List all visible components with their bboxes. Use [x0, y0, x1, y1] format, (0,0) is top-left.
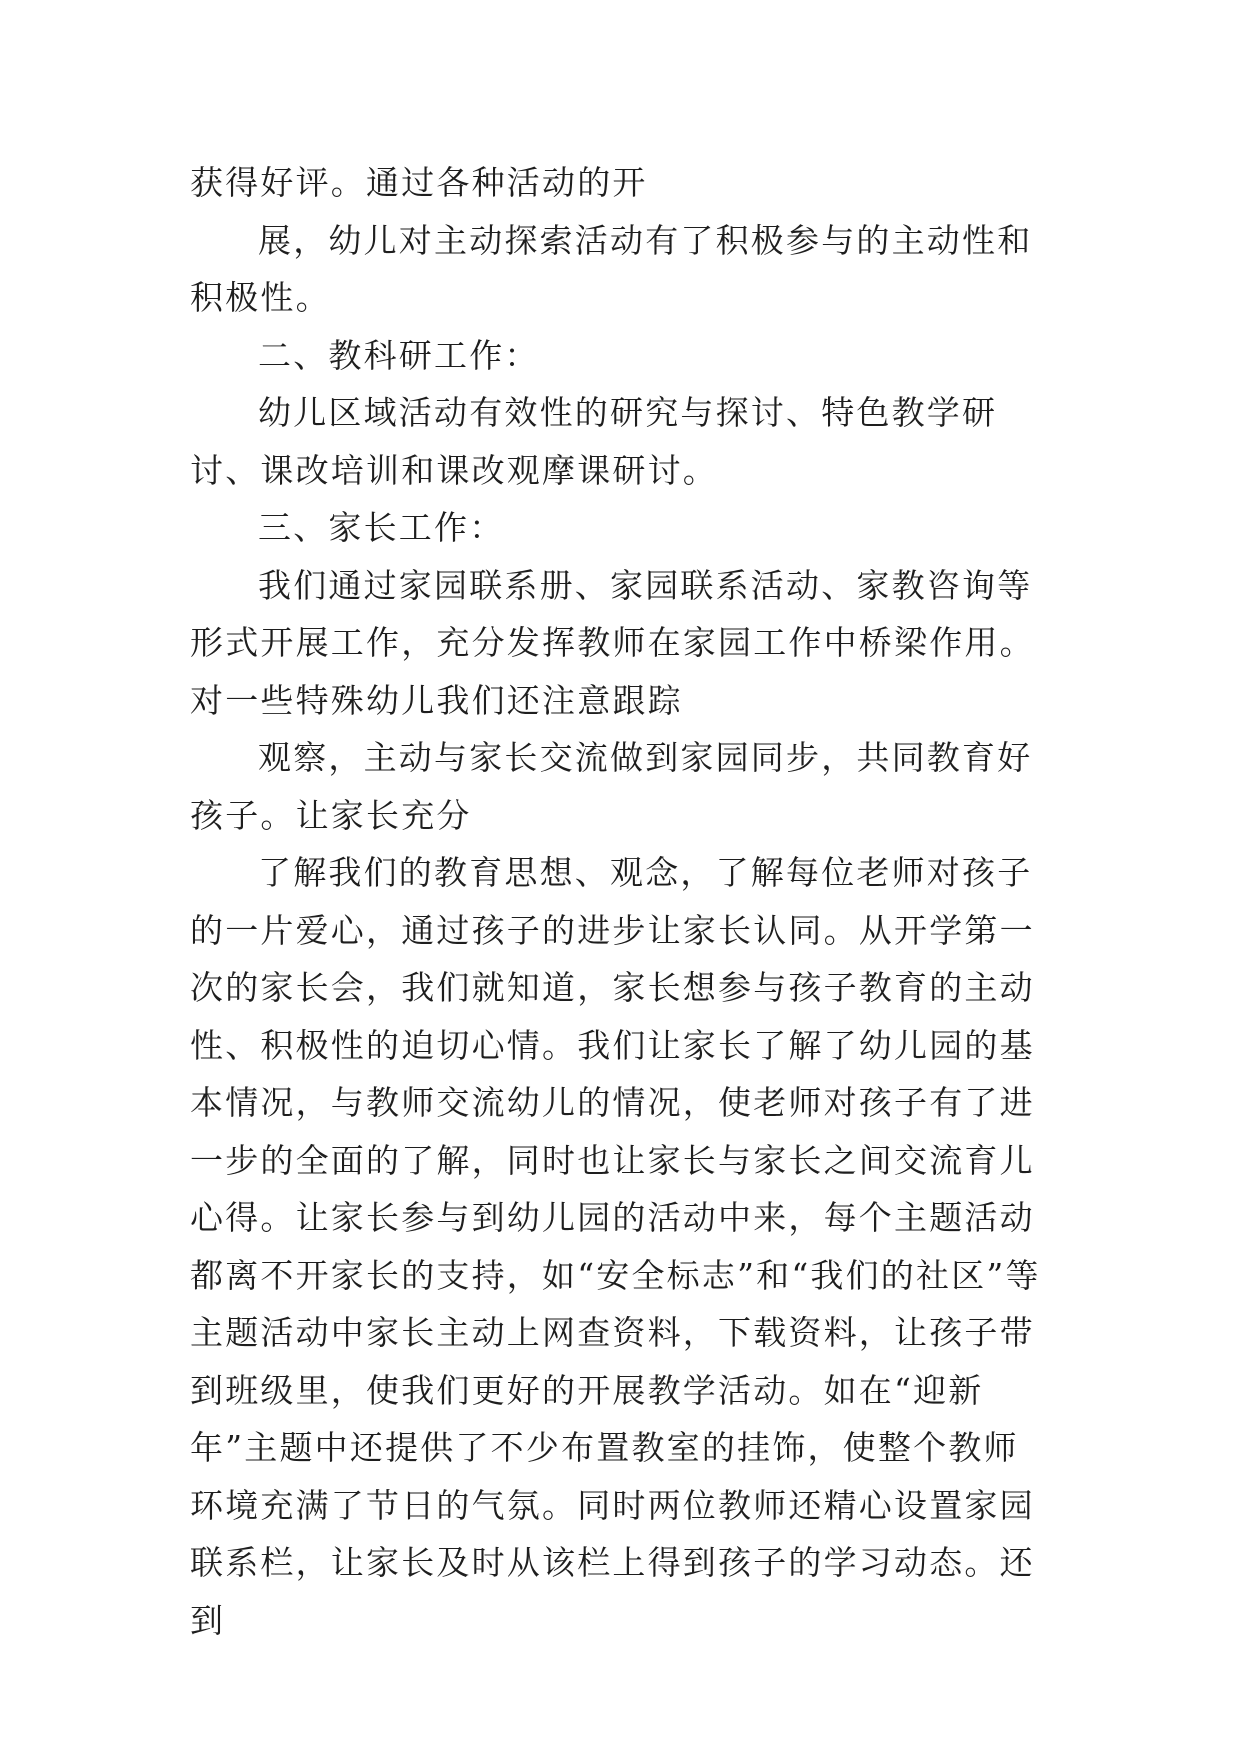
paragraph-observation: 观察，主动与家长交流做到家园同步，共同教育好孩子。让家长充分 [190, 738, 1033, 835]
paragraph-continuation: 获得好评。通过各种活动的开 [190, 163, 648, 202]
paragraph-research: 幼儿区域活动有效性的研究与探讨、特色教学研讨、课改培训和课改观摩课研讨。 [190, 393, 998, 490]
paragraph-parents-intro: 我们通过家园联系册、家园联系活动、家教咨询等形式开展工作，充分发挥教师在家园工作中桥梁作用。对一些特殊幼儿我们还注意跟踪 [190, 565, 1035, 720]
section-heading-research: 二、教科研工作： [258, 335, 540, 375]
section-heading-parents: 三、家长工作： [258, 508, 505, 547]
paragraph-parents-detail: 了解我们的教育思想、观念，了解每位老师对孩子的一片爱心，通过孩子的进步让家长认同。从开学第一次的家长会，我们就知道，家长想参与孩子教育的主动性、积极性的迫切心情。我们让家长了解了幼儿园的基本情况，与教师交流幼儿的情况，使老师对孩子有了进一步的全面的了解，同时也让家长与家长之间交流育儿心得。让家长参与到幼儿园的活动中来，每个主题活动都离不开家长的支持，如“安全标志”和“我们的社区”等主题活动中家长主动上网查资料，下载资料，让孩子带到班级里，使我们更好的开展教学活动。如在“迎新年”主题中还提供了不少布置教室的挂饰，使整个教师环境充满了节日的气氛。同时两位教师还精心设置家园联系栏，让家长及时从该栏上得到孩子的学习动态。还到 [190, 853, 1041, 1640]
paragraph-activity-result: 展，幼儿对主动探索活动有了积极参与的主动性和积极性。 [190, 220, 1033, 317]
document-body [190, 154, 1050, 1649]
